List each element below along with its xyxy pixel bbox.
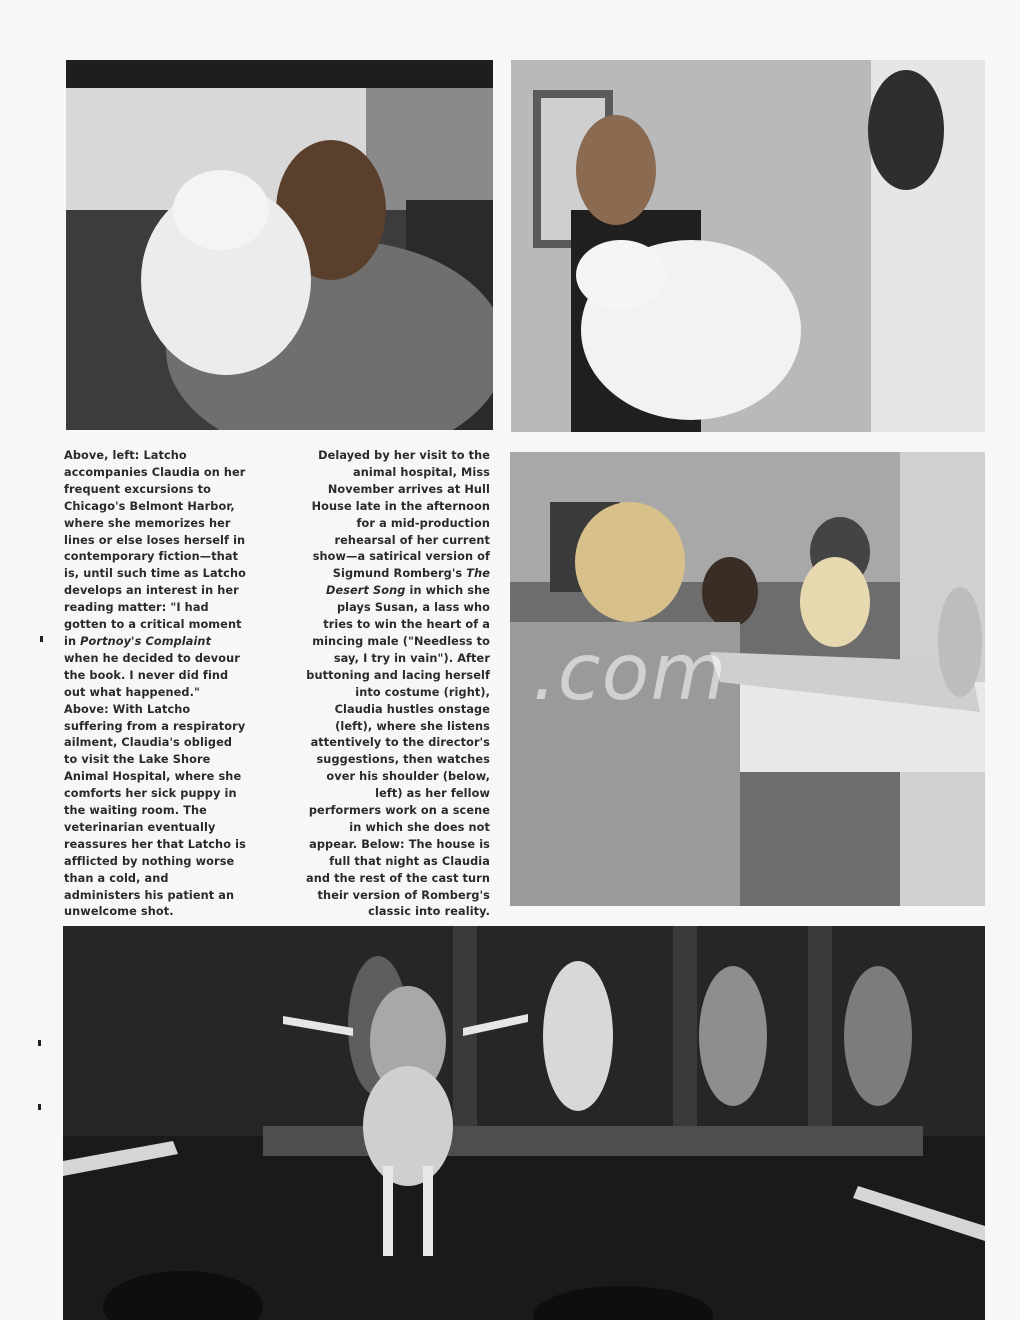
caption-left-lead2: Above: bbox=[64, 702, 109, 716]
caption-right-body2: in which she plays Susan, a lass who tries to win the heart of a mincing male ("Needless to say, I try in vain"). After buttoning and lacing herself into costume (right), Claudia hustles onstage (left), where she listens attentively to the director's suggestions, then watches over his shoulder (below, left) as her fellow performers work on a scene in which she does not appear. bbox=[306, 584, 490, 851]
watermark-text: .com bbox=[532, 628, 728, 718]
caption-left-body1: Latcho accompanies Claudia on her frequent excursions to Chicago's Belmont Harbor, where she memorizes her lines or else loses herself in contemporary fiction—that is, until such time as Latcho develops an interest in her reading matter: "I had gotten to a critical moment in bbox=[64, 449, 246, 648]
caption-right-lead: Below: bbox=[361, 837, 405, 851]
caption-left-lead: Above, left: bbox=[64, 449, 140, 462]
caption-right-show-title: The Desert Song bbox=[325, 567, 490, 598]
margin-mark bbox=[38, 1104, 41, 1110]
caption-left-book-title: Portnoy's Complaint bbox=[80, 634, 212, 648]
margin-mark bbox=[40, 636, 43, 642]
margin-mark bbox=[38, 1040, 41, 1046]
photo-car-puppy bbox=[66, 60, 493, 430]
caption-left-body3: With Latcho suffering from a respiratory ailment, Claudia's obliged to visit the Lake Shore Animal Hospital, where she comforts her sick puppy in the waiting room. The veterinarian eventually reassures her that Latcho is afflicted by nothing worse than a cold, and administers his patient an unwelcome shot. bbox=[64, 702, 246, 919]
caption-right-body1: Delayed by her visit to the animal hospital, Miss November arrives at Hull House late in the afternoon for a mid-production rehearsal of her current show—a satirical version of Sigmund Romberg's bbox=[311, 449, 490, 581]
caption-left-body2: when he decided to devour the book. I never did find out what happened." bbox=[64, 651, 240, 699]
photo-vet-visit bbox=[511, 60, 985, 432]
caption-right bbox=[306, 448, 490, 921]
caption-right-body3: The house is full that night as Claudia and the rest of the cast turn their version of Romberg's classic into reality. bbox=[306, 837, 490, 919]
caption-left bbox=[64, 448, 248, 921]
photo-stage-performance bbox=[63, 926, 985, 1320]
